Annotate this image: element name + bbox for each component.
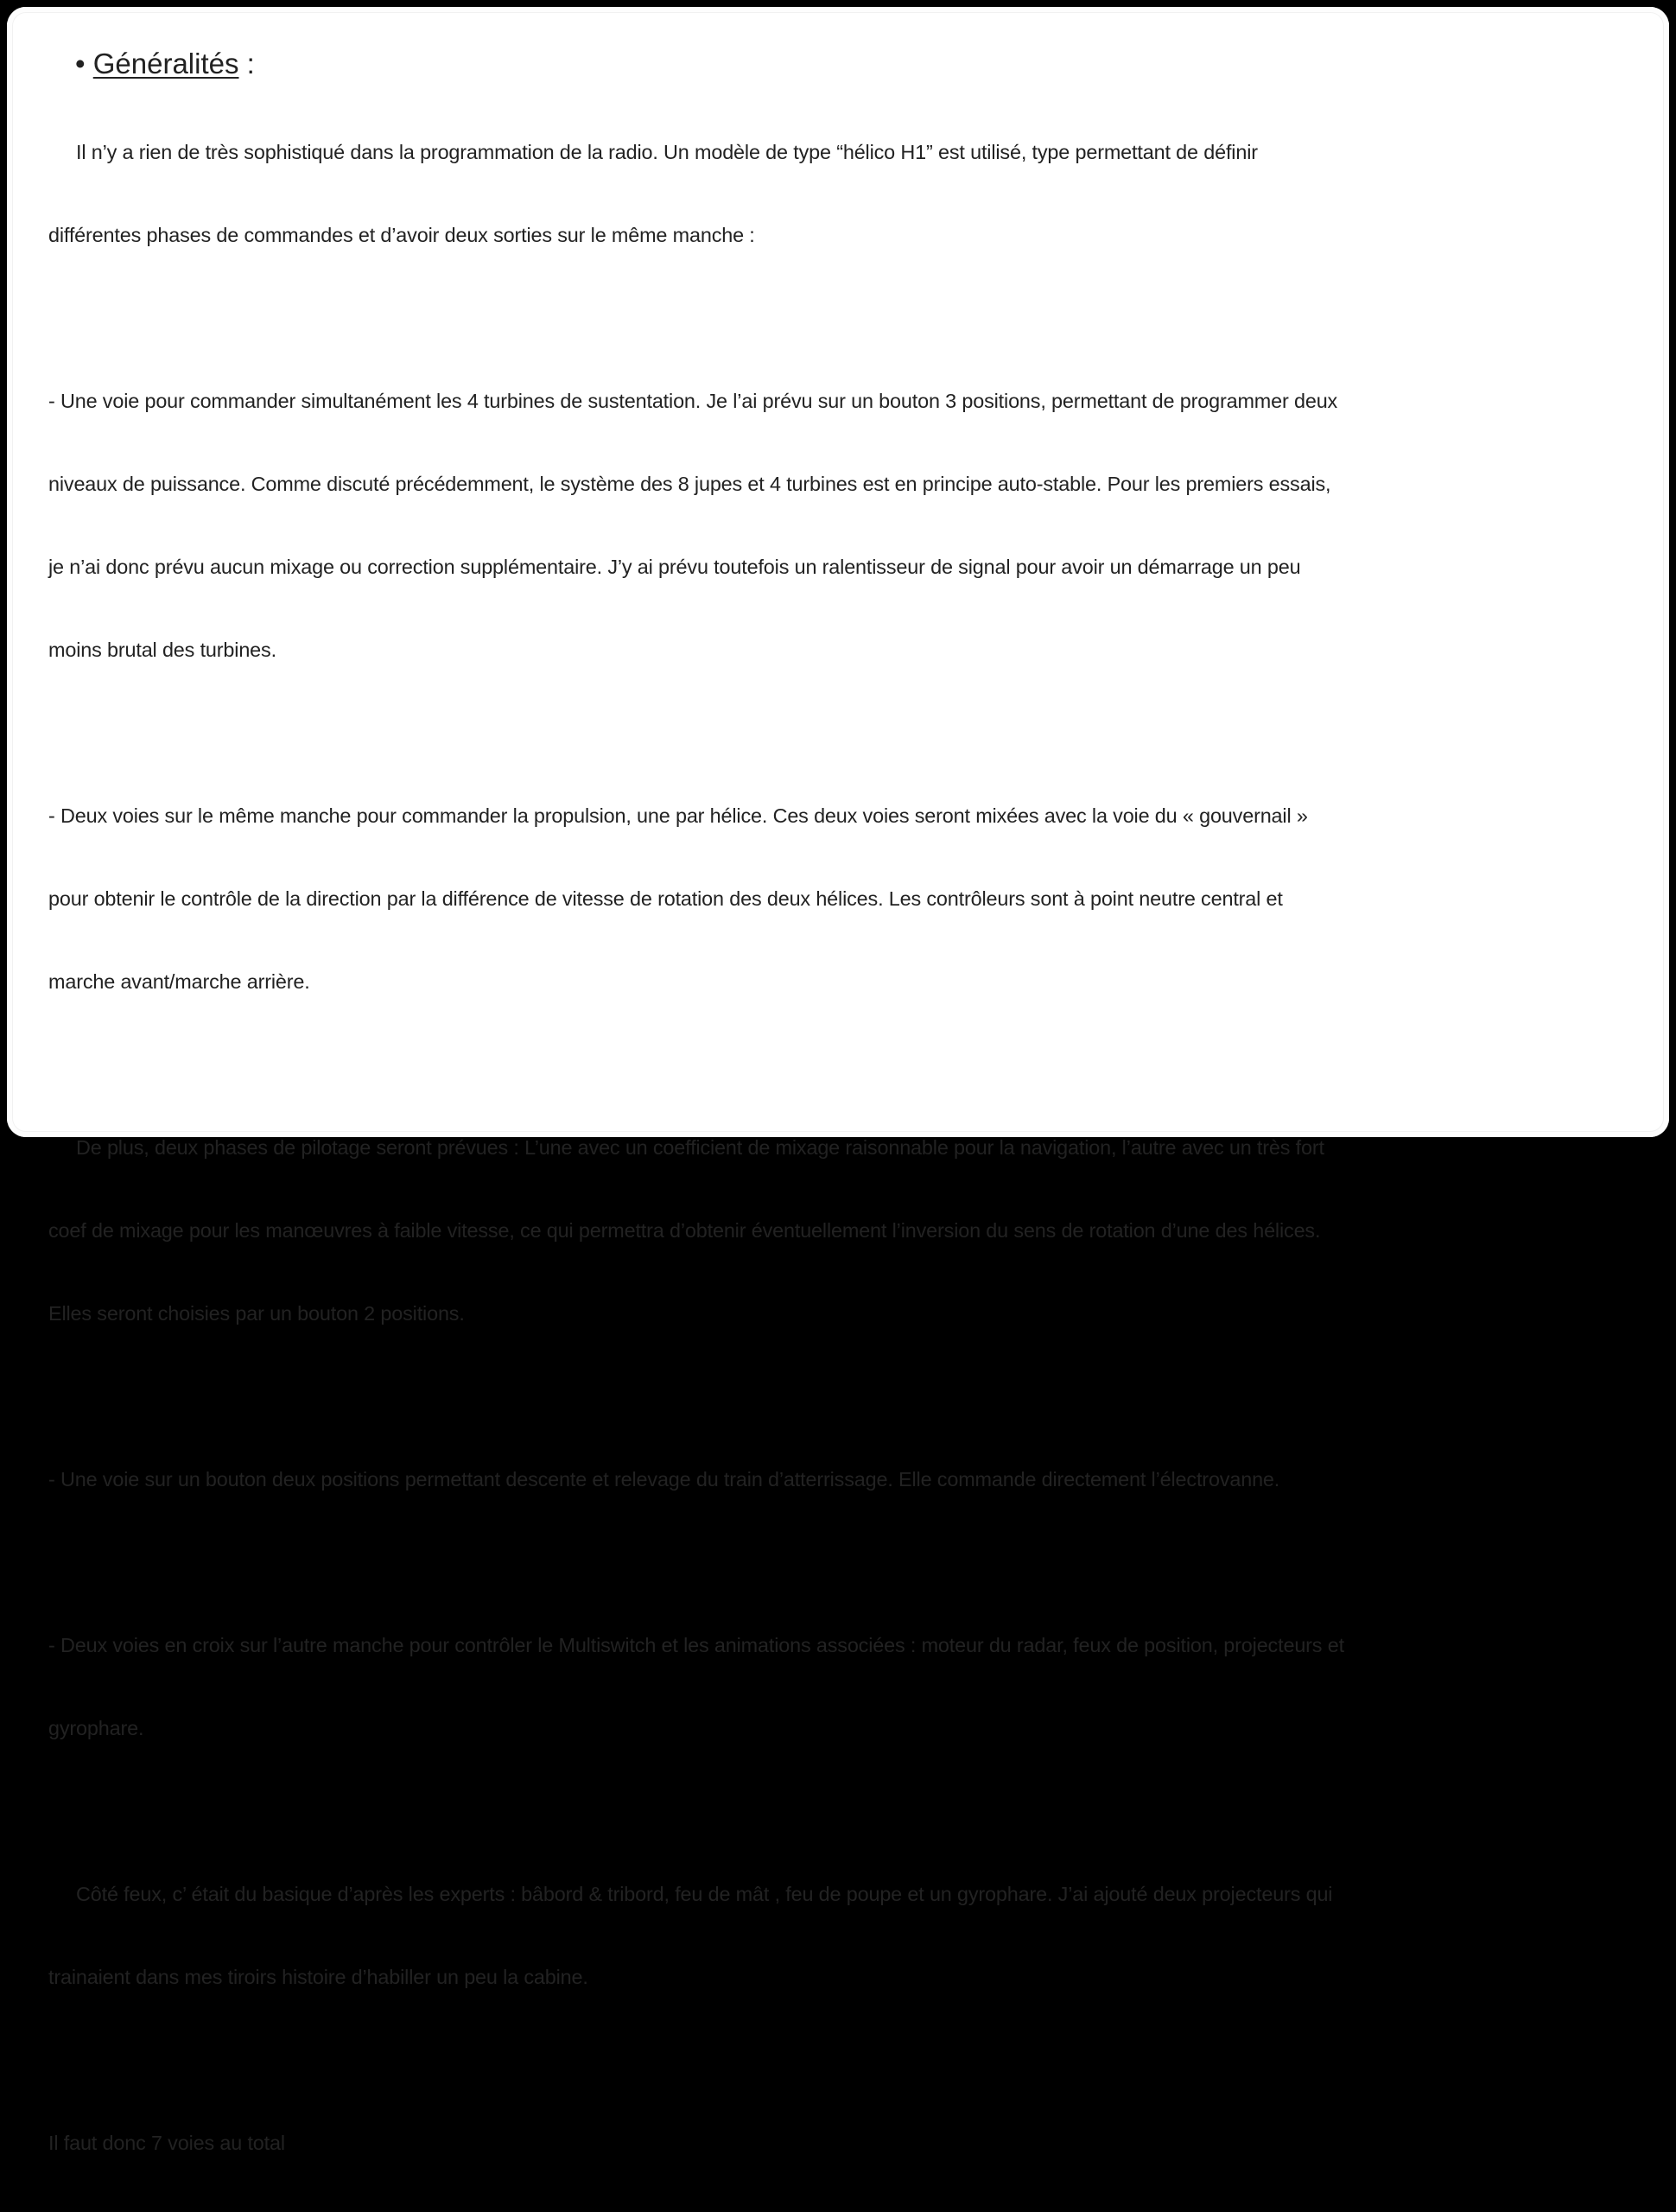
- paragraph-propulsion-channels: [48, 747, 1629, 1051]
- section-title: Généralités: [92, 48, 239, 79]
- text-line: Côté feux, c’ était du basique d’après les experts : bâbord & tribord, feu de mât , feu de poupe et un gyrophare. J’ai ajouté deux projecteurs qui: [76, 1883, 1333, 1905]
- paragraph-spacer: [48, 1548, 1629, 1576]
- text-line: moins brutal des turbines.: [48, 639, 276, 661]
- paragraph-spacer: [48, 2046, 1629, 2074]
- paragraph-multiswitch-channels: [48, 1576, 1629, 1797]
- text-line: trainaient dans mes tiroirs histoire d’habiller un peu la cabine.: [48, 1966, 588, 1988]
- paragraph-spacer: [48, 1797, 1629, 1825]
- text-line: De plus, deux phases de pilotage seront prévues : L’une avec un coefficient de mixage raisonnable pour la navigation, l’autre avec un très fort: [76, 1136, 1324, 1159]
- bullet-icon: •: [75, 48, 86, 79]
- paragraph-total-channels: [48, 2074, 1629, 2212]
- text-line: différentes phases de commandes et d’avoir deux sorties sur le même manche :: [48, 224, 755, 246]
- text-line: - Une voie sur un bouton deux positions permettant descente et relevage du train d’atterrissage. Elle commande directement l’électrovanne.: [48, 1468, 1280, 1491]
- text-line: gyrophare.: [48, 1717, 144, 1739]
- paragraph-intro: [48, 83, 1629, 304]
- text-line: - Deux voies sur le même manche pour commander la propulsion, une par hélice. Ces deux voies seront mixées avec la voie du « gouvernail »: [48, 804, 1308, 827]
- text-line: je n’ai donc prévu aucun mixage ou correction supplémentaire. J’y ai prévu toutefois un ralentisseur de signal pour avoir un démarrage un peu: [48, 556, 1301, 578]
- text-line: Il n’y a rien de très sophistiqué dans la programmation de la radio. Un modèle de type “hélico H1” est utilisé, type permettant de définir: [76, 141, 1258, 163]
- paragraph-landing-gear-channel: [48, 1410, 1629, 1548]
- paragraph-spacer: [48, 1051, 1629, 1078]
- paragraph-lift-channel: [48, 332, 1629, 719]
- paragraph-flight-phases: [48, 1078, 1629, 1382]
- text-line: - Deux voies en croix sur l’autre manche pour contrôler le Multiswitch et les animations associées : moteur du radar, feux de position, projecteurs et: [48, 1634, 1344, 1656]
- document-content: [48, 45, 1629, 2212]
- document-frame: [7, 7, 1669, 2154]
- paragraph-spacer: [48, 1382, 1629, 1410]
- text-line: marche avant/marche arrière.: [48, 970, 310, 993]
- document-body: [48, 83, 1629, 2212]
- section-heading: [48, 45, 1629, 83]
- heading-colon: :: [246, 48, 255, 79]
- text-line: niveaux de puissance. Comme discuté précédemment, le système des 8 jupes et 4 turbines est en principe auto-stable. Pour les premiers essais,: [48, 473, 1331, 495]
- paragraph-spacer: [48, 719, 1629, 747]
- text-line: Il faut donc 7 voies au total: [48, 2132, 285, 2154]
- paragraph-spacer: [48, 304, 1629, 332]
- text-line: coef de mixage pour les manœuvres à faible vitesse, ce qui permettra d’obtenir éventuellement l’inversion du sens de rotation d’une des hélices.: [48, 1219, 1321, 1242]
- text-line: Elles seront choisies par un bouton 2 positions.: [48, 1302, 465, 1325]
- text-line: - Une voie pour commander simultanément les 4 turbines de sustentation. Je l’ai prévu sur un bouton 3 positions, permettant de programmer deux: [48, 390, 1338, 412]
- paragraph-lights: [48, 1825, 1629, 2046]
- text-line: pour obtenir le contrôle de la direction par la différence de vitesse de rotation des deux hélices. Les contrôleurs sont à point neutre central et: [48, 887, 1283, 910]
